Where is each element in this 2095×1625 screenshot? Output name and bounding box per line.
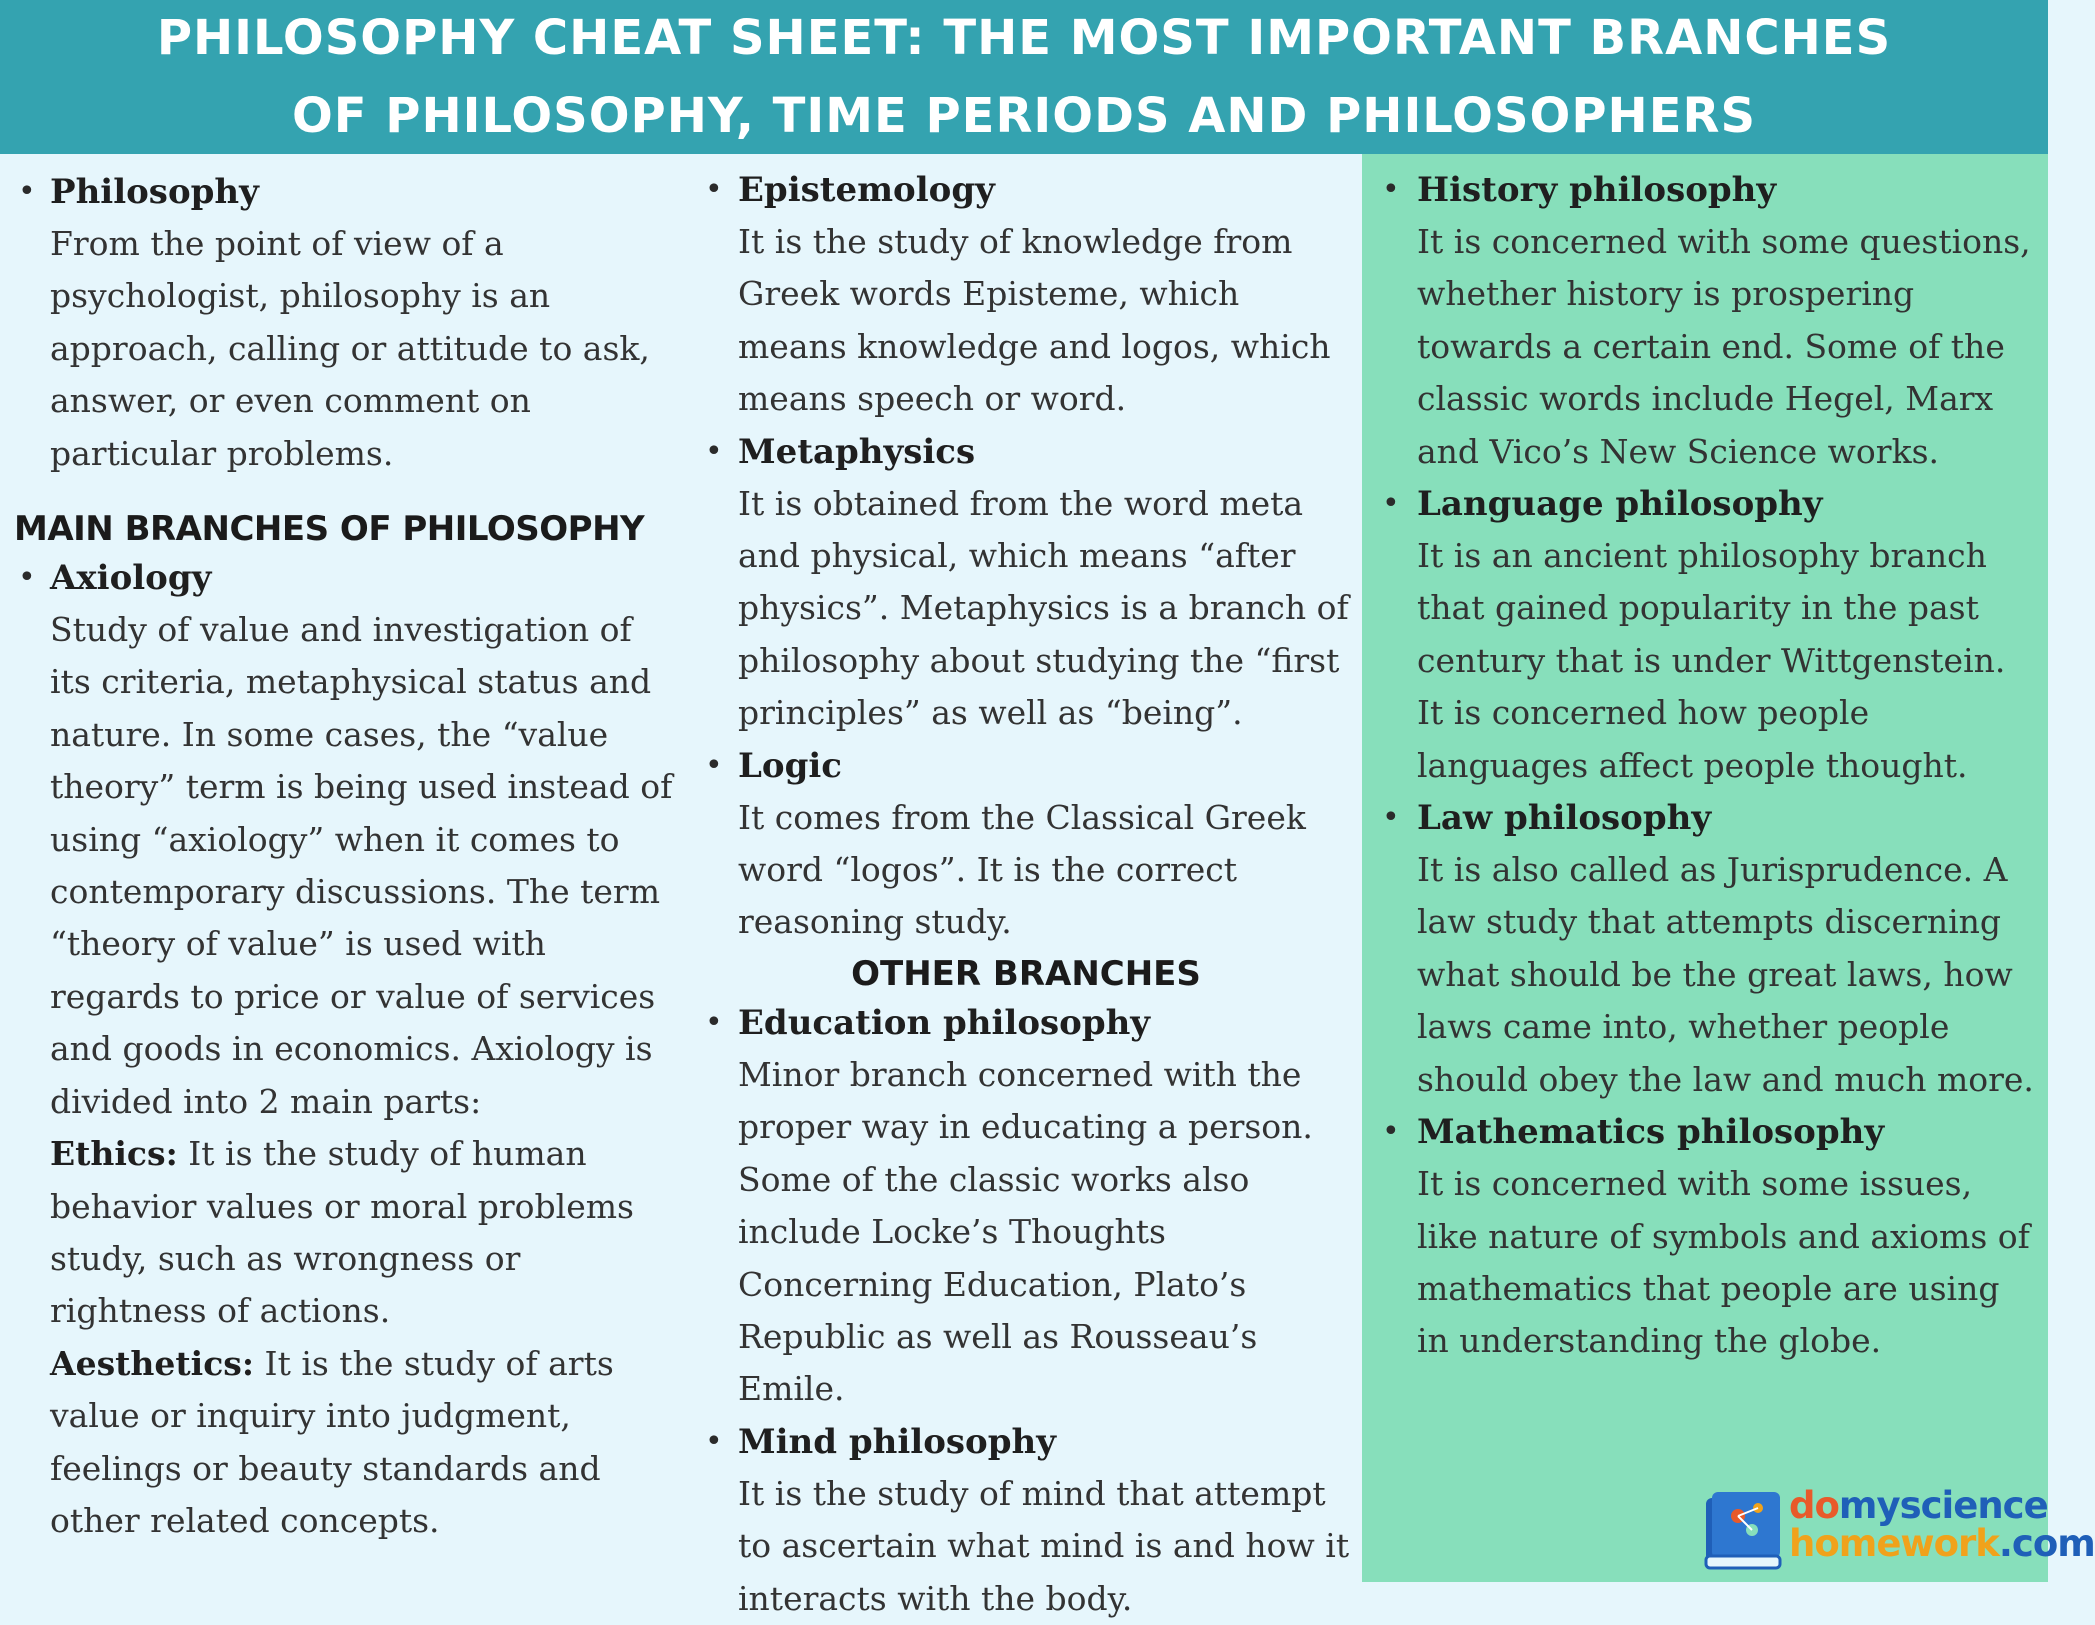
bullet-icon: •: [18, 560, 36, 596]
entry-title: Metaphysics: [738, 431, 976, 472]
history-philosophy-entry: [1362, 164, 2048, 478]
logo-science: science: [1899, 1484, 2048, 1527]
aesthetics-paragraph: [50, 1338, 680, 1548]
axiology-entry: [0, 552, 690, 1547]
bullet-icon: •: [705, 747, 723, 783]
bullet-icon: •: [18, 174, 36, 209]
logo-do: do: [1789, 1484, 1839, 1527]
metaphysics-entry: [690, 426, 1362, 740]
main-branches-heading: MAIN BRANCHES OF PHILOSOPHY: [14, 509, 645, 550]
entry-body: It is obtained from the word meta and physical, which means “after physics”. Metaphysics is a branch of philosophy about studying the “first principles” as well as “being”.: [738, 483, 1349, 733]
bullet-icon: •: [705, 433, 723, 469]
mathematics-philosophy-entry: [1362, 1106, 2048, 1368]
bullet-icon: •: [1382, 1114, 1400, 1150]
aesthetics-label: Aesthetics:: [50, 1343, 255, 1383]
bullet-icon: •: [1382, 800, 1400, 836]
logic-entry: [690, 740, 1362, 949]
entry-body: It is the study of mind that attempt to ascertain what mind is and how it interacts with the body.: [738, 1473, 1350, 1618]
book-icon: [1706, 1492, 1780, 1568]
middle-column: [690, 154, 1362, 1618]
entry-body: From the point of view of a psychologist, philosophy is an approach, calling or attitude to ask, answer, or even comment on particular problems.: [50, 224, 650, 473]
entry-body: It is concerned with some questions, whether history is prospering towards a certain end. Some of the classic words include Hegel, Marx and Vico’s New Science works.: [1417, 222, 2031, 471]
right-column: [1362, 154, 2048, 1582]
logo-my: my: [1838, 1484, 1900, 1527]
page-title-line-2: OF PHILOSOPHY, TIME PERIODS AND PHILOSOPHERS: [291, 88, 1757, 144]
entry-title: Mathematics philosophy: [1417, 1112, 1885, 1153]
entry-body: It is also called as Jurisprudence. A law study that attempts discerning what should be the great laws, how laws came into, whether people should obey the law and much more.: [1417, 850, 2034, 1099]
education-philosophy-entry: [690, 997, 1362, 1416]
bullet-icon: •: [1382, 486, 1400, 522]
entry-body: It comes from the Classical Greek word “logos”. It is the correct reasoning study.: [738, 797, 1306, 942]
entry-title: Axiology: [50, 558, 212, 599]
entry-title: Language philosophy: [1417, 484, 1823, 525]
entry-body: It is the study of knowledge from Greek words Episteme, which means knowledge and logos, which means speech or word.: [738, 222, 1331, 419]
entry-body: It is an ancient philosophy branch that gained popularity in the past century that is under Wittgenstein. It is concerned how people languages affect people thought.: [1417, 536, 2006, 785]
language-philosophy-entry: [1362, 478, 2048, 792]
logo-homework: homework: [1789, 1522, 1999, 1565]
bullet-icon: •: [1382, 172, 1400, 207]
entry-title: History philosophy: [1417, 170, 1777, 210]
entry-body: Minor branch concerned with the proper way in educating a person. Some of the classic works also include Locke’s Thoughts Concerning Education, Plato’s Republic as well as Rousseau’s Emile.: [738, 1054, 1313, 1409]
entry-title: Education philosophy: [738, 1002, 1151, 1043]
header-banner: [0, 0, 2048, 154]
law-philosophy-entry: [1362, 792, 2048, 1106]
entry-title: Law philosophy: [1417, 798, 1712, 839]
epistemology-entry: [690, 164, 1362, 426]
page-title-line-1: PHILOSOPHY CHEAT SHEET: THE MOST IMPORTANT BRANCHES: [156, 10, 1892, 66]
left-column: [0, 154, 690, 1582]
entry-title: Mind philosophy: [738, 1421, 1056, 1462]
entry-body: It is concerned with some issues, like nature of symbols and axioms of mathematics that people are using in understanding the globe.: [1417, 1164, 2030, 1361]
ethics-paragraph: [50, 1128, 680, 1338]
bullet-icon: •: [705, 1004, 723, 1040]
entry-body: Study of value and investigation of its criteria, metaphysical status and nature. In some cases, the “value theory” term is being used instead of using “axiology” when it comes to contemporary discussions. The term “theory of value” is used with regards to price or value of services and goods in economics. Axiology is divided into 2 main parts:: [50, 610, 673, 1121]
ethics-label: Ethics:: [50, 1134, 178, 1174]
brand-logo-text: [1789, 1484, 2095, 1565]
other-branches-heading: OTHER BRANCHES: [851, 953, 1201, 994]
bullet-icon: •: [705, 172, 723, 207]
logo-com: .com: [1998, 1522, 2095, 1565]
entry-title: Logic: [738, 745, 842, 786]
bullet-icon: •: [705, 1423, 723, 1459]
ethics-text: It is the study of human behavior values or moral problems study, such as wrongness or rightness of actions.: [50, 1134, 634, 1331]
aesthetics-text: It is the study of arts value or inquiry into judgment, feelings or beauty standards and other related concepts.: [50, 1343, 614, 1540]
entry-title: Philosophy: [50, 172, 259, 212]
mind-philosophy-entry: [690, 1416, 1362, 1625]
philosophy-entry: [0, 166, 690, 480]
entry-title: Epistemology: [738, 170, 995, 210]
